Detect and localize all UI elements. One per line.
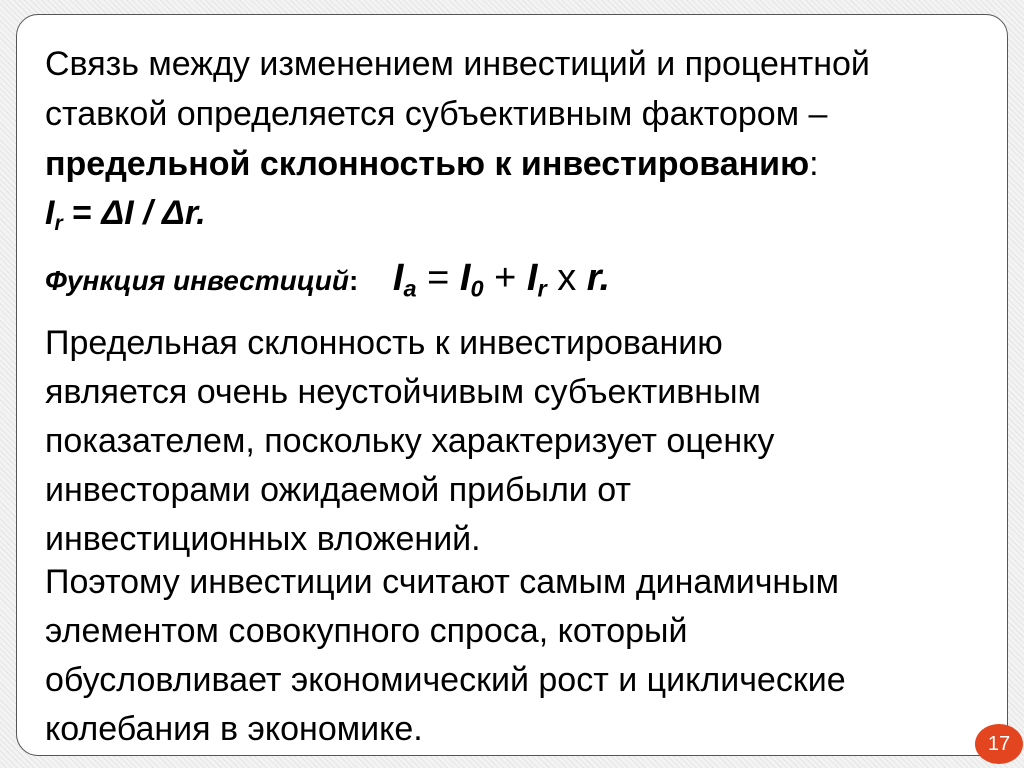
ia-base: I <box>392 257 404 299</box>
dynamics-paragraph <box>45 558 1005 754</box>
r-variable: r. <box>586 257 611 299</box>
intro-term-line <box>45 139 1005 189</box>
investment-function-equation <box>392 257 611 302</box>
intro-line-2: ставкой определяется субъективным фактором – <box>45 95 828 133</box>
investment-function-line <box>45 252 1005 307</box>
paragraph2-line: Предельная склонность к инвестированию <box>45 324 723 362</box>
ir2-subscript: r <box>537 275 547 302</box>
ir-base: I <box>45 194 55 232</box>
i0-base: I <box>459 257 471 299</box>
plus-sign: + <box>494 257 517 299</box>
ir-subscript: r <box>54 211 63 235</box>
term-colon: : <box>809 145 819 183</box>
paragraph3-line: колебания в экономике. <box>45 710 423 748</box>
marginal-propensity-term: предельной склонностью к инвестированию <box>45 145 810 183</box>
i0-subscript: 0 <box>470 275 484 302</box>
ir-rhs: ΔI / Δr. <box>101 194 206 232</box>
paragraph2-line: инвестиционных вложений. <box>45 520 481 558</box>
ir2-base: I <box>526 257 538 299</box>
page-number-badge: 17 <box>975 724 1023 764</box>
ir-equals: = <box>72 194 92 232</box>
slide-frame <box>16 14 1008 756</box>
paragraph3-line: обусловливает экономический рост и циклические <box>45 661 846 699</box>
paragraph3-line: Поэтому инвестиции считают самым динамичным <box>45 563 840 601</box>
volatility-paragraph <box>45 319 1005 564</box>
ia-subscript: a <box>403 275 417 302</box>
marginal-propensity-formula <box>45 188 1005 238</box>
times-sign: x <box>557 257 577 299</box>
equals-sign: = <box>427 257 450 299</box>
paragraph2-line: показателем, поскольку характеризует оценку <box>45 422 775 460</box>
investment-function-colon: : <box>349 265 359 296</box>
paragraph2-line: является очень неустойчивым субъективным <box>45 373 761 411</box>
investment-function-label: Функция инвестиций <box>45 265 350 296</box>
intro-line-1: Связь между изменением инвестиций и процентной <box>45 45 870 83</box>
intro-paragraph <box>45 39 1005 189</box>
paragraph3-line: элементом совокупного спроса, который <box>45 612 688 650</box>
paragraph2-line: инвесторами ожидаемой прибыли от <box>45 471 631 509</box>
